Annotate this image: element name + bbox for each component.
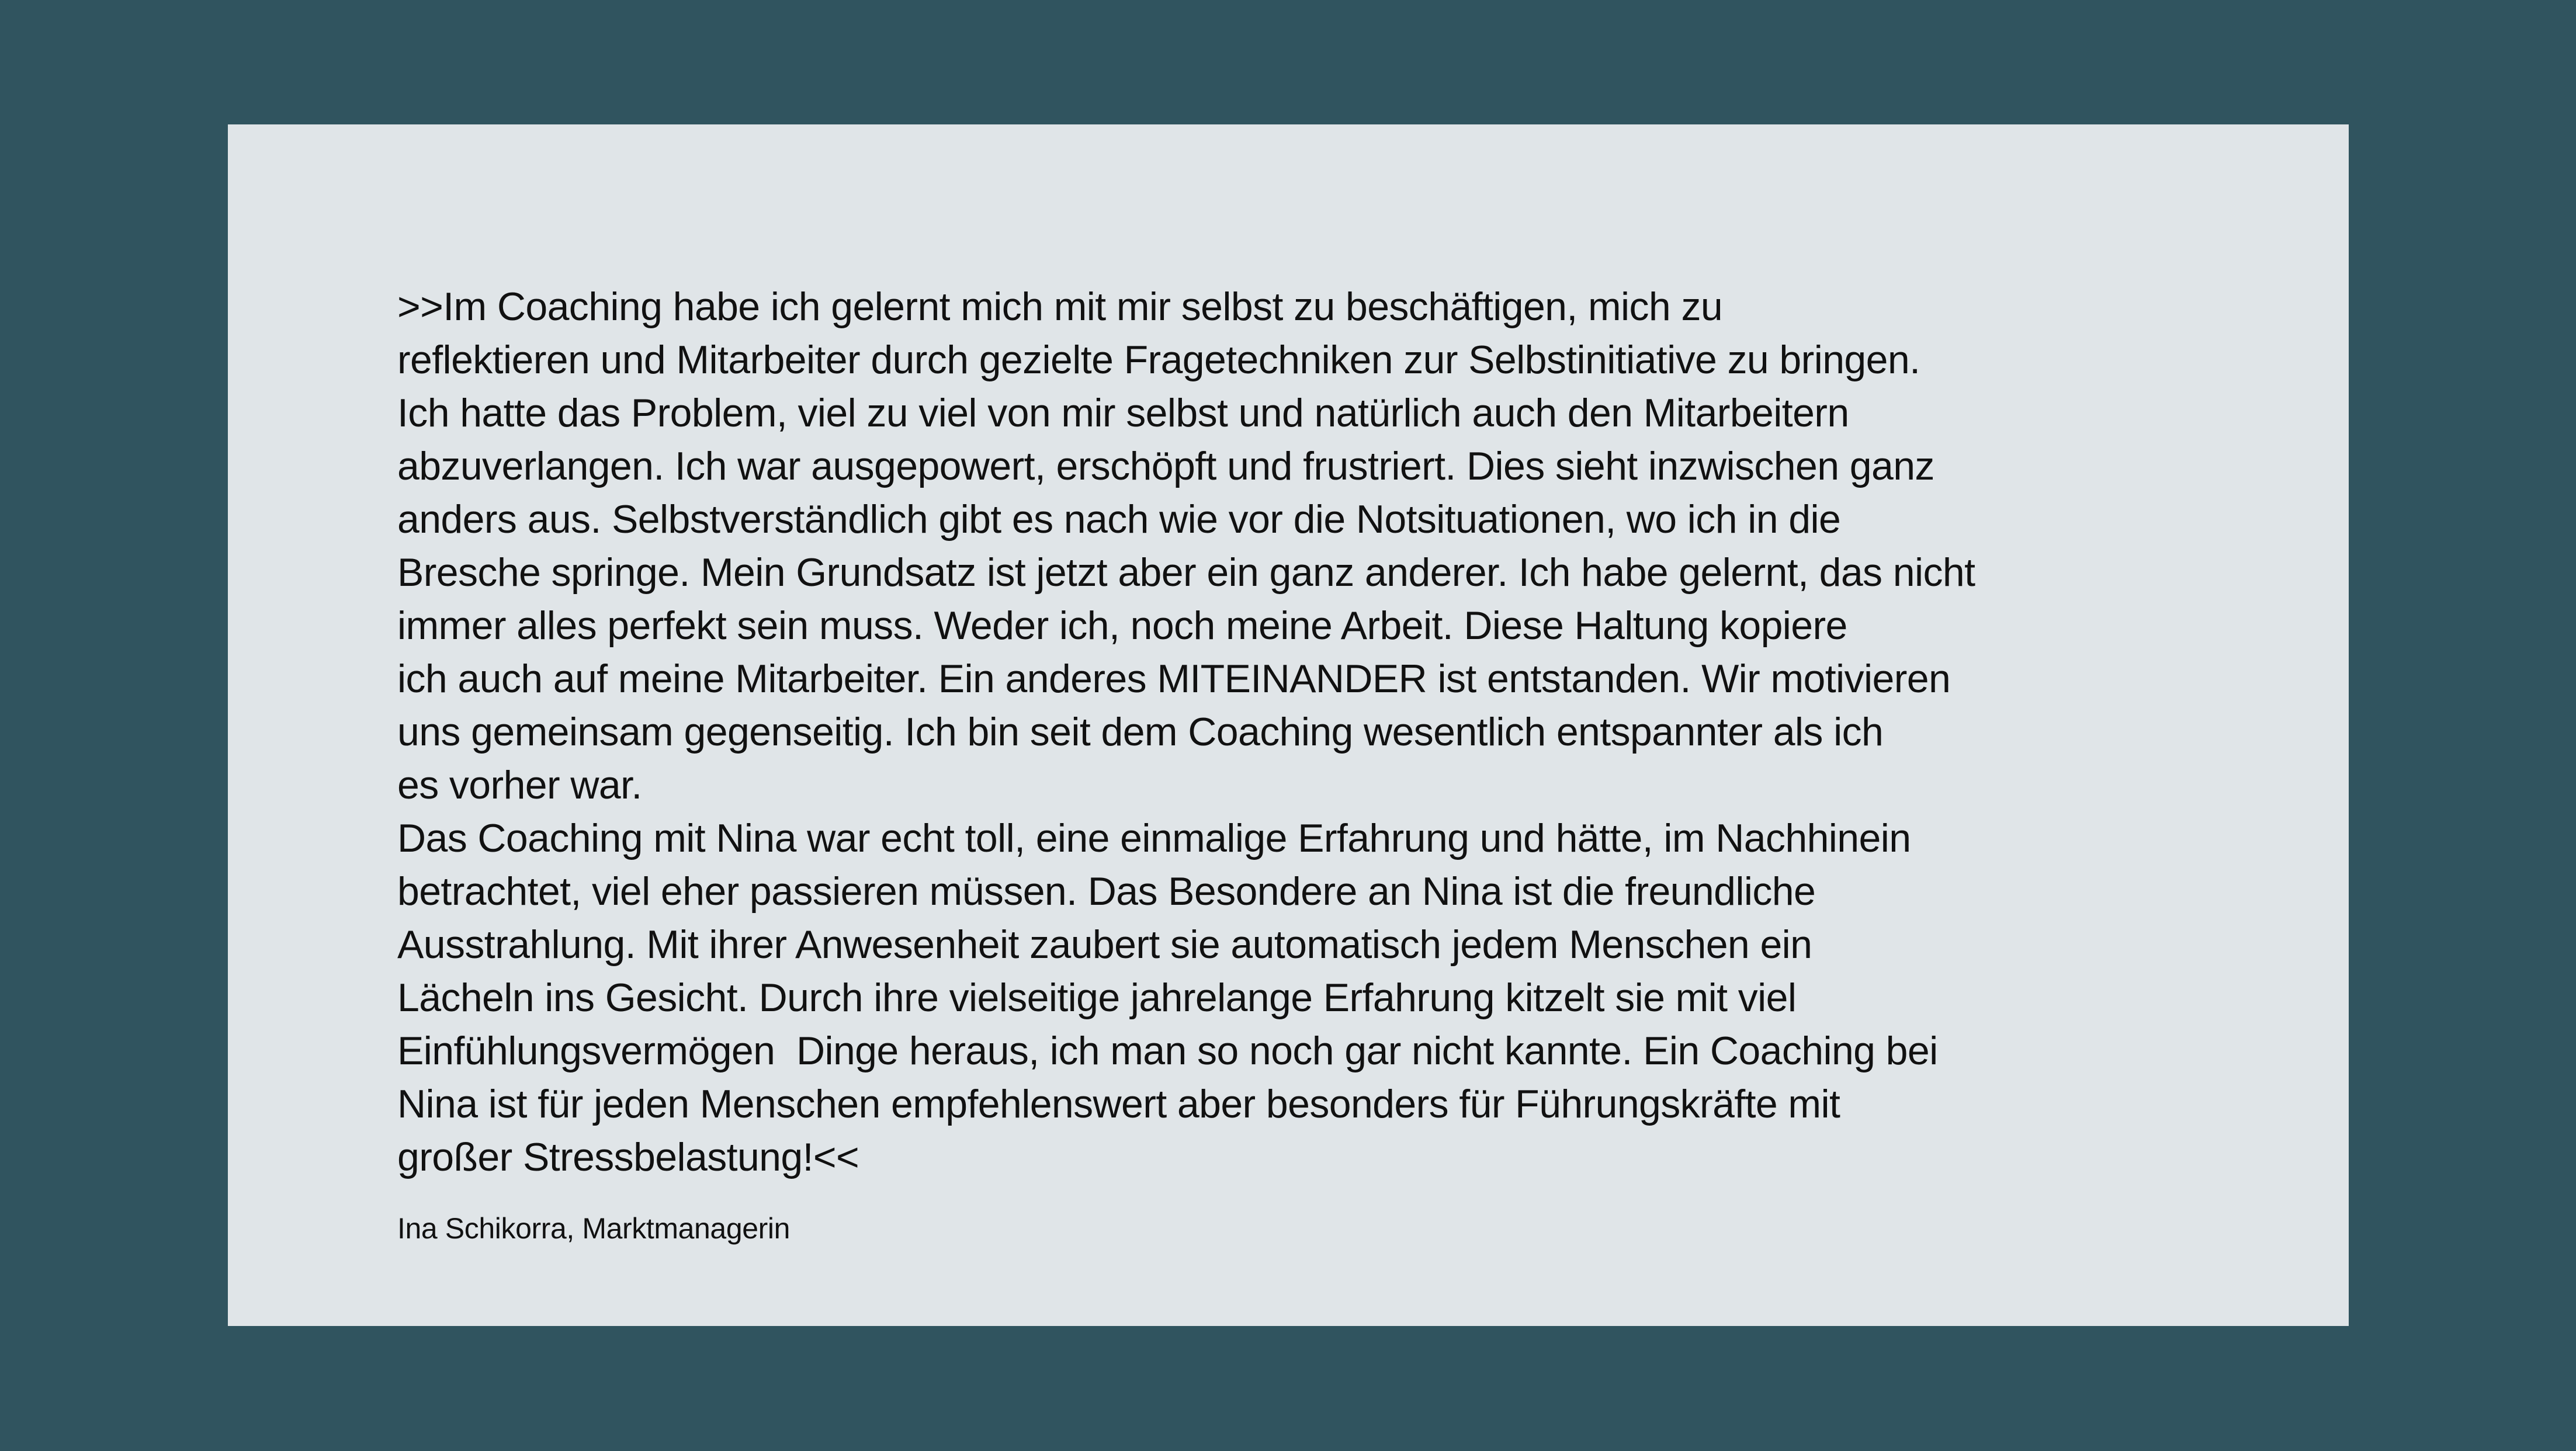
- quote-line: anders aus. Selbstverständlich gibt es nach wie vor die Notsituationen, wo ich in die: [397, 497, 1841, 541]
- quote-line: großer Stressbelastung!<<: [397, 1135, 859, 1179]
- quote-line: Nina ist für jeden Menschen empfehlenswert aber besonders für Führungskräfte mit: [397, 1082, 1840, 1126]
- quote-line: es vorher war.: [397, 763, 642, 807]
- quote-line: immer alles perfekt sein muss. Weder ich, noch meine Arbeit. Diese Haltung kopiere: [397, 603, 1847, 648]
- quote-line: reflektieren und Mitarbeiter durch gezielte Fragetechniken zur Selbstinitiative zu bringen.: [397, 338, 1920, 382]
- quote-line: uns gemeinsam gegenseitig. Ich bin seit dem Coaching wesentlich entspannter als ich: [397, 710, 1884, 754]
- quote-line: ich auch auf meine Mitarbeiter. Ein anderes MITEINANDER ist entstanden. Wir motivieren: [397, 657, 1951, 701]
- testimonial-author: Ina Schikorra, Marktmanagerin: [397, 1212, 791, 1245]
- quote-line: Lächeln ins Gesicht. Durch ihre vielseitige jahrelange Erfahrung kitzelt sie mit viel: [397, 976, 1797, 1020]
- quote-line: Einfühlungsvermögen Dinge heraus, ich man so noch gar nicht kannte. Ein Coaching bei: [397, 1029, 1938, 1073]
- quote-line: Ausstrahlung. Mit ihrer Anwesenheit zaubert sie automatisch jedem Menschen ein: [397, 922, 1812, 967]
- quote-line: abzuverlangen. Ich war ausgepowert, erschöpft und frustriert. Dies sieht inzwischen ganz: [397, 444, 1934, 488]
- testimonial-card: [228, 124, 2349, 1326]
- quote-line: Bresche springe. Mein Grundsatz ist jetzt aber ein ganz anderer. Ich habe gelernt, das nicht: [397, 550, 1975, 595]
- quote-line: Das Coaching mit Nina war echt toll, eine einmalige Erfahrung und hätte, im Nachhinein: [397, 816, 1911, 860]
- quote-line: Ich hatte das Problem, viel zu viel von mir selbst und natürlich auch den Mitarbeitern: [397, 391, 1849, 435]
- quote-line: >>Im Coaching habe ich gelernt mich mit mir selbst zu beschäftigen, mich zu: [397, 284, 1723, 329]
- quote-line: betrachtet, viel eher passieren müssen. Das Besondere an Nina ist die freundliche: [397, 869, 1816, 914]
- testimonial-quote: [397, 280, 2267, 1184]
